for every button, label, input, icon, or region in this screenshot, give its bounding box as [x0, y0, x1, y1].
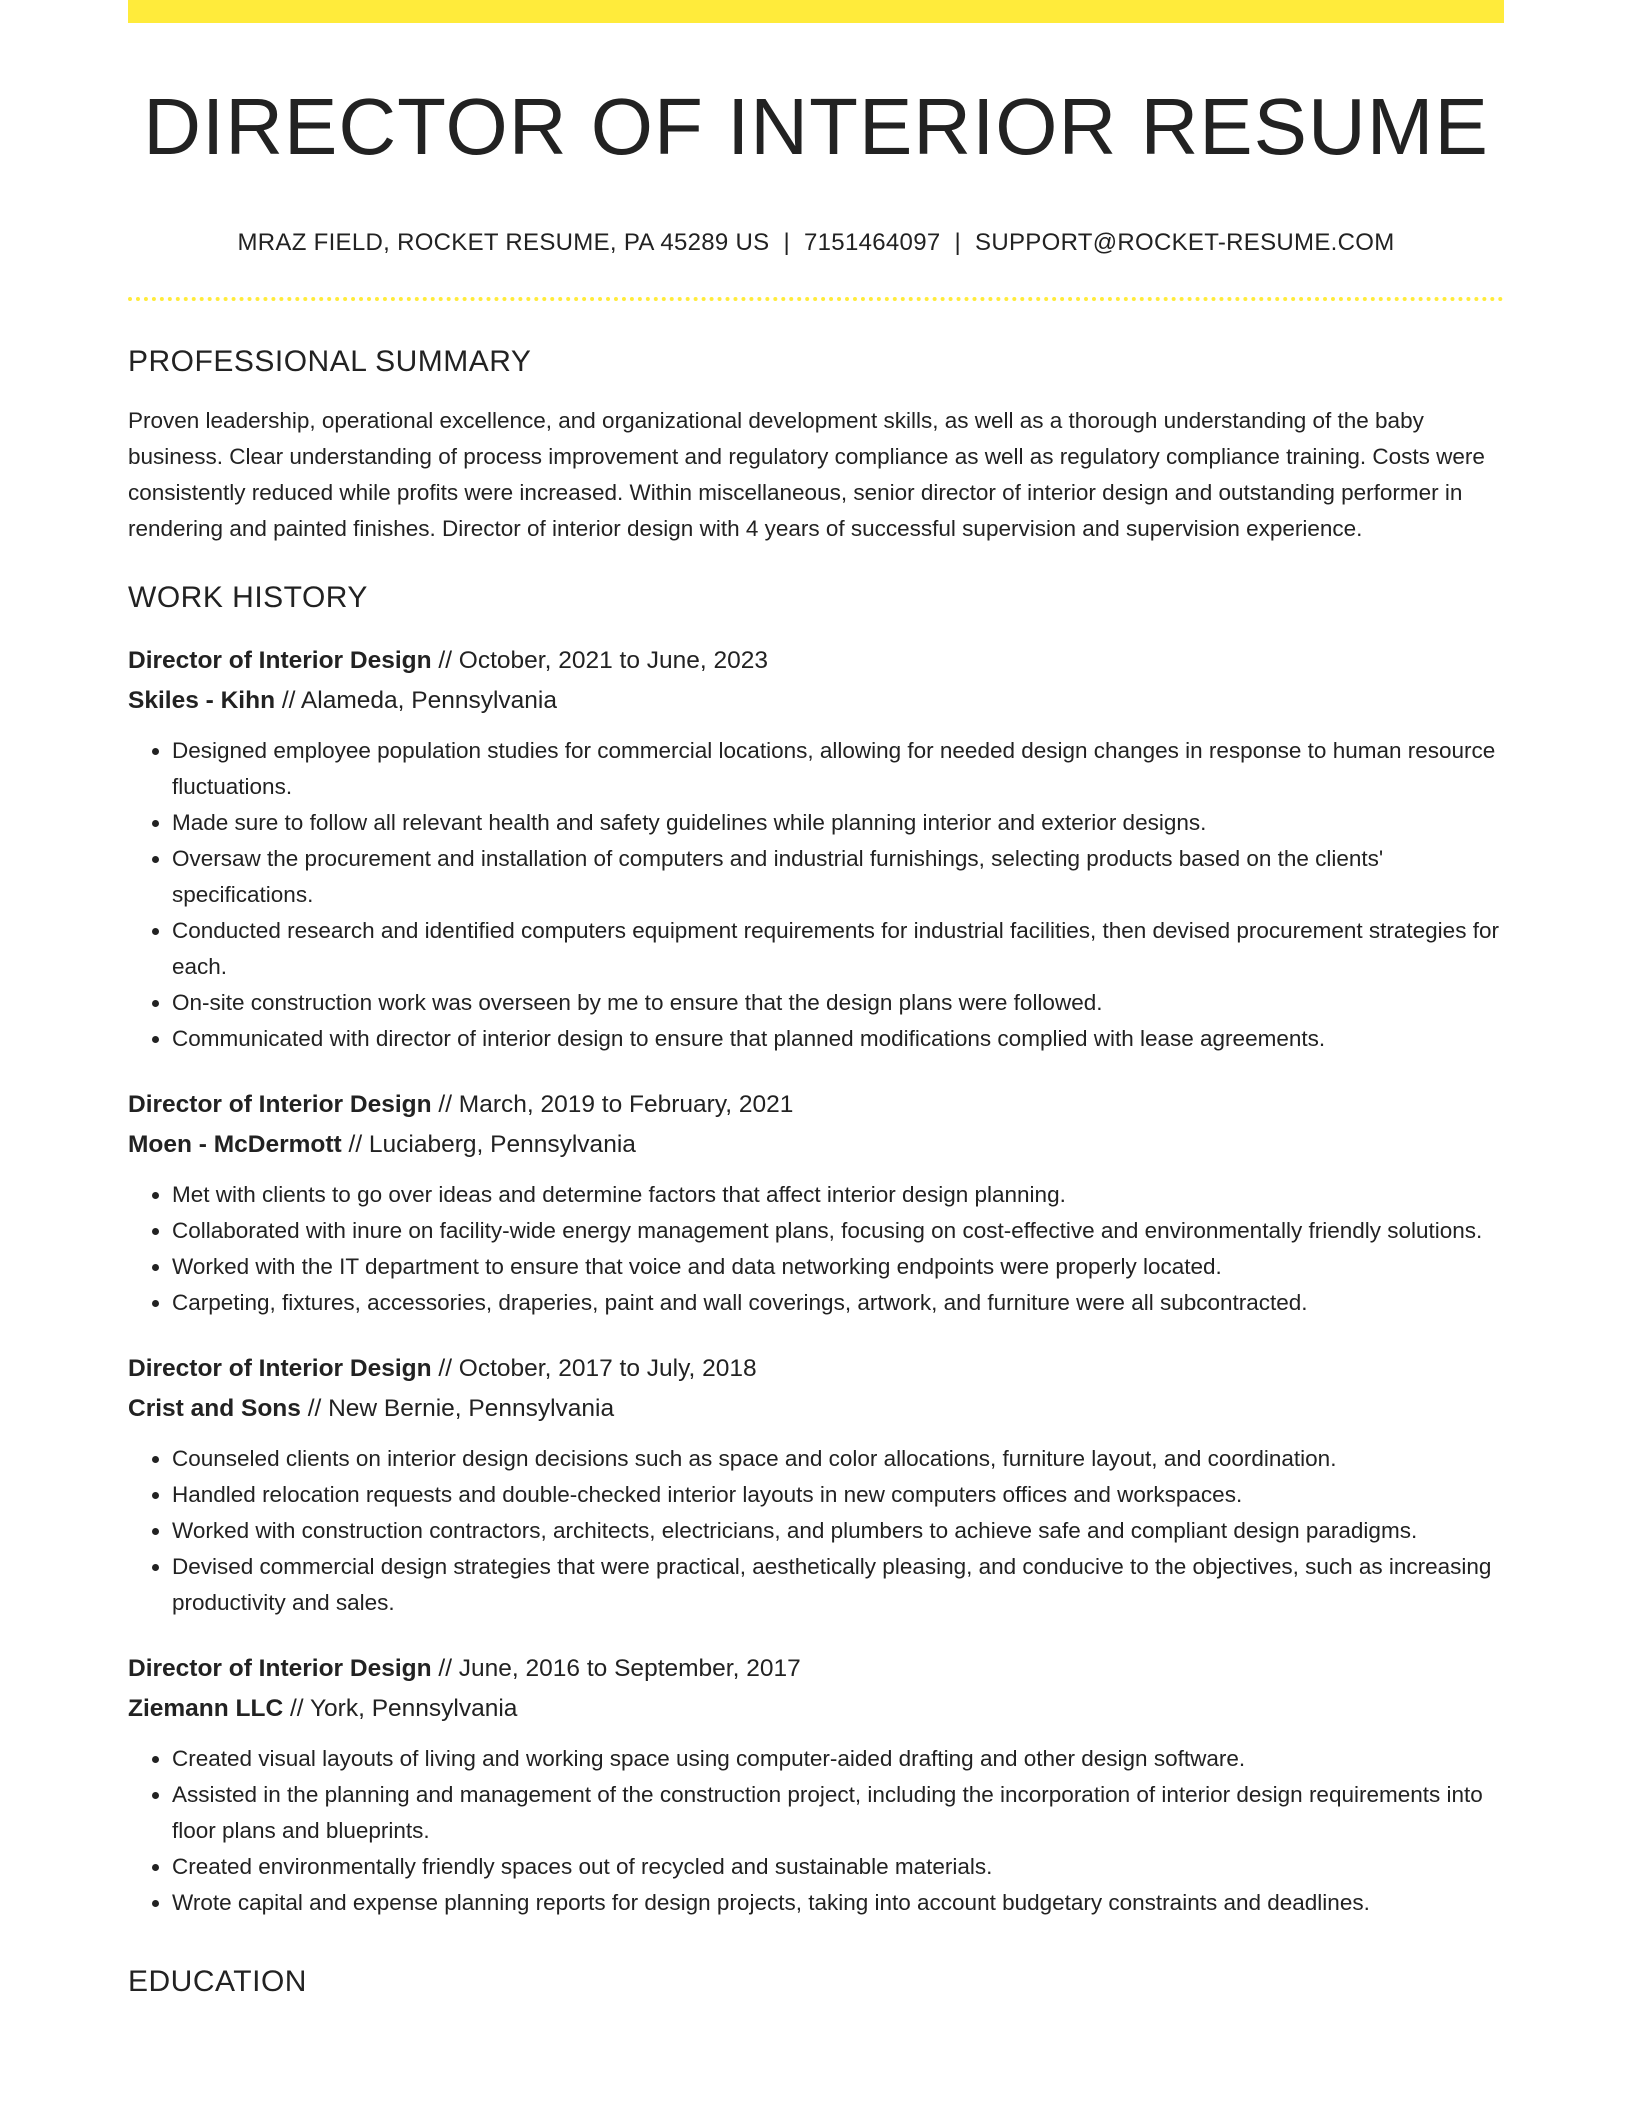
job-bullet: • Conducted research and identified computers equipment requirements for industrial facilities, then devised procurement strategies for each. — [172, 913, 1504, 985]
resume-page — [128, 0, 1504, 1999]
job-dates: // October, 2017 to July, 2018 — [431, 1355, 757, 1382]
summary-text: Proven leadership, operational excellence, and organizational development skills, as well as a thorough understanding of the baby business. Clear understanding of process improvement and regulatory compliance as well as regulatory compliance training. Costs were consistently reduced while profits were increased. Within miscellaneous, senior director of interior design and outstanding performer in rendering and painted finishes. Director of interior design with 4 years of successful supervision and supervision experience. — [128, 408, 1485, 541]
job-location: // Alameda, Pennsylvania — [275, 687, 557, 714]
job-bullet: • Wrote capital and expense planning reports for design projects, taking into account budgetary constraints and deadlines. — [172, 1885, 1504, 1921]
resume-title: DIRECTOR OF INTERIOR RESUME — [143, 82, 1489, 171]
job-entry — [128, 1085, 1504, 1321]
summary-heading: PROFESSIONAL SUMMARY — [128, 345, 532, 378]
job-company: Skiles - Kihn — [128, 687, 276, 714]
job-title-line — [128, 641, 1504, 681]
job-company: Moen - McDermott — [128, 1131, 342, 1158]
job-bullet: • Assisted in the planning and management of the construction project, including the incorporation of interior design requirements into floor plans and blueprints. — [172, 1777, 1504, 1849]
job-entry — [128, 641, 1504, 1057]
job-bullet: • Communicated with director of interior design to ensure that planned modifications complied with lease agreements. — [172, 1021, 1504, 1057]
job-bullet: • Carpeting, fixtures, accessories, draperies, paint and wall coverings, artwork, and furniture were all subcontracted. — [172, 1285, 1504, 1321]
job-bullet: • Designed employee population studies for commercial locations, allowing for needed design changes in response to human resource fluctuations. — [172, 733, 1504, 805]
job-bullets — [128, 733, 1504, 1057]
job-entry — [128, 1349, 1504, 1621]
job-company-line — [128, 1125, 1504, 1165]
job-bullet: • Counseled clients on interior design decisions such as space and color allocations, furniture layout, and coordination. — [172, 1441, 1504, 1477]
contact-separator: | — [783, 229, 791, 256]
job-bullet: • Collaborated with inure on facility-wide energy management plans, focusing on cost-effective and environmentally friendly solutions. — [172, 1213, 1504, 1249]
job-bullet: • On-site construction work was overseen by me to ensure that the design plans were followed. — [172, 985, 1504, 1021]
contact-phone: 7151464097 — [804, 229, 941, 256]
header-divider — [128, 297, 1504, 301]
job-location: // York, Pennsylvania — [283, 1695, 518, 1722]
contact-separator: | — [954, 229, 962, 256]
job-bullets — [128, 1177, 1504, 1321]
job-dates: // October, 2021 to June, 2023 — [431, 647, 769, 674]
job-location: // Luciaberg, Pennsylvania — [341, 1131, 636, 1158]
job-company-line — [128, 1389, 1504, 1429]
contact-line — [128, 229, 1504, 257]
job-title-line — [128, 1349, 1504, 1389]
job-title-line — [128, 1649, 1504, 1689]
job-company-line — [128, 1689, 1504, 1729]
job-bullet: • Created environmentally friendly spaces out of recycled and sustainable materials. — [172, 1849, 1504, 1885]
work-history-heading: WORK HISTORY — [128, 581, 368, 614]
job-company: Crist and Sons — [128, 1395, 301, 1422]
job-bullet: • Created visual layouts of living and working space using computer-aided drafting and other design software. — [172, 1741, 1504, 1777]
job-role: Director of Interior Design — [128, 1091, 432, 1118]
job-company-line — [128, 681, 1504, 721]
job-company: Ziemann LLC — [128, 1695, 284, 1722]
job-bullet: • Worked with the IT department to ensure that voice and data networking endpoints were properly located. — [172, 1249, 1504, 1285]
job-dates: // June, 2016 to September, 2017 — [431, 1655, 801, 1682]
job-dates: // March, 2019 to February, 2021 — [431, 1091, 794, 1118]
job-bullets — [128, 1741, 1504, 1921]
job-bullet: • Devised commercial design strategies that were practical, aesthetically pleasing, and conducive to the objectives, such as increasing productivity and sales. — [172, 1549, 1504, 1621]
job-role: Director of Interior Design — [128, 1355, 432, 1382]
job-bullet: • Handled relocation requests and double-checked interior layouts in new computers offices and workspaces. — [172, 1477, 1504, 1513]
education-heading: EDUCATION — [128, 1965, 307, 1998]
accent-bar — [128, 0, 1504, 23]
job-entry — [128, 1649, 1504, 1921]
job-role: Director of Interior Design — [128, 1655, 432, 1682]
job-bullet: • Oversaw the procurement and installation of computers and industrial furnishings, selecting products based on the clients' specifications. — [172, 841, 1504, 913]
job-title-line — [128, 1085, 1504, 1125]
work-history-list — [128, 641, 1504, 1921]
contact-email: SUPPORT@ROCKET-RESUME.COM — [975, 229, 1395, 256]
job-bullet: • Worked with construction contractors, architects, electricians, and plumbers to achieve safe and compliant design paradigms. — [172, 1513, 1504, 1549]
job-role: Director of Interior Design — [128, 647, 432, 674]
job-bullet: • Met with clients to go over ideas and determine factors that affect interior design planning. — [172, 1177, 1504, 1213]
job-bullet: • Made sure to follow all relevant health and safety guidelines while planning interior and exterior designs. — [172, 805, 1504, 841]
job-bullets — [128, 1441, 1504, 1621]
contact-address: MRAZ FIELD, ROCKET RESUME, PA 45289 US — [237, 229, 770, 256]
job-location: // New Bernie, Pennsylvania — [300, 1395, 615, 1422]
